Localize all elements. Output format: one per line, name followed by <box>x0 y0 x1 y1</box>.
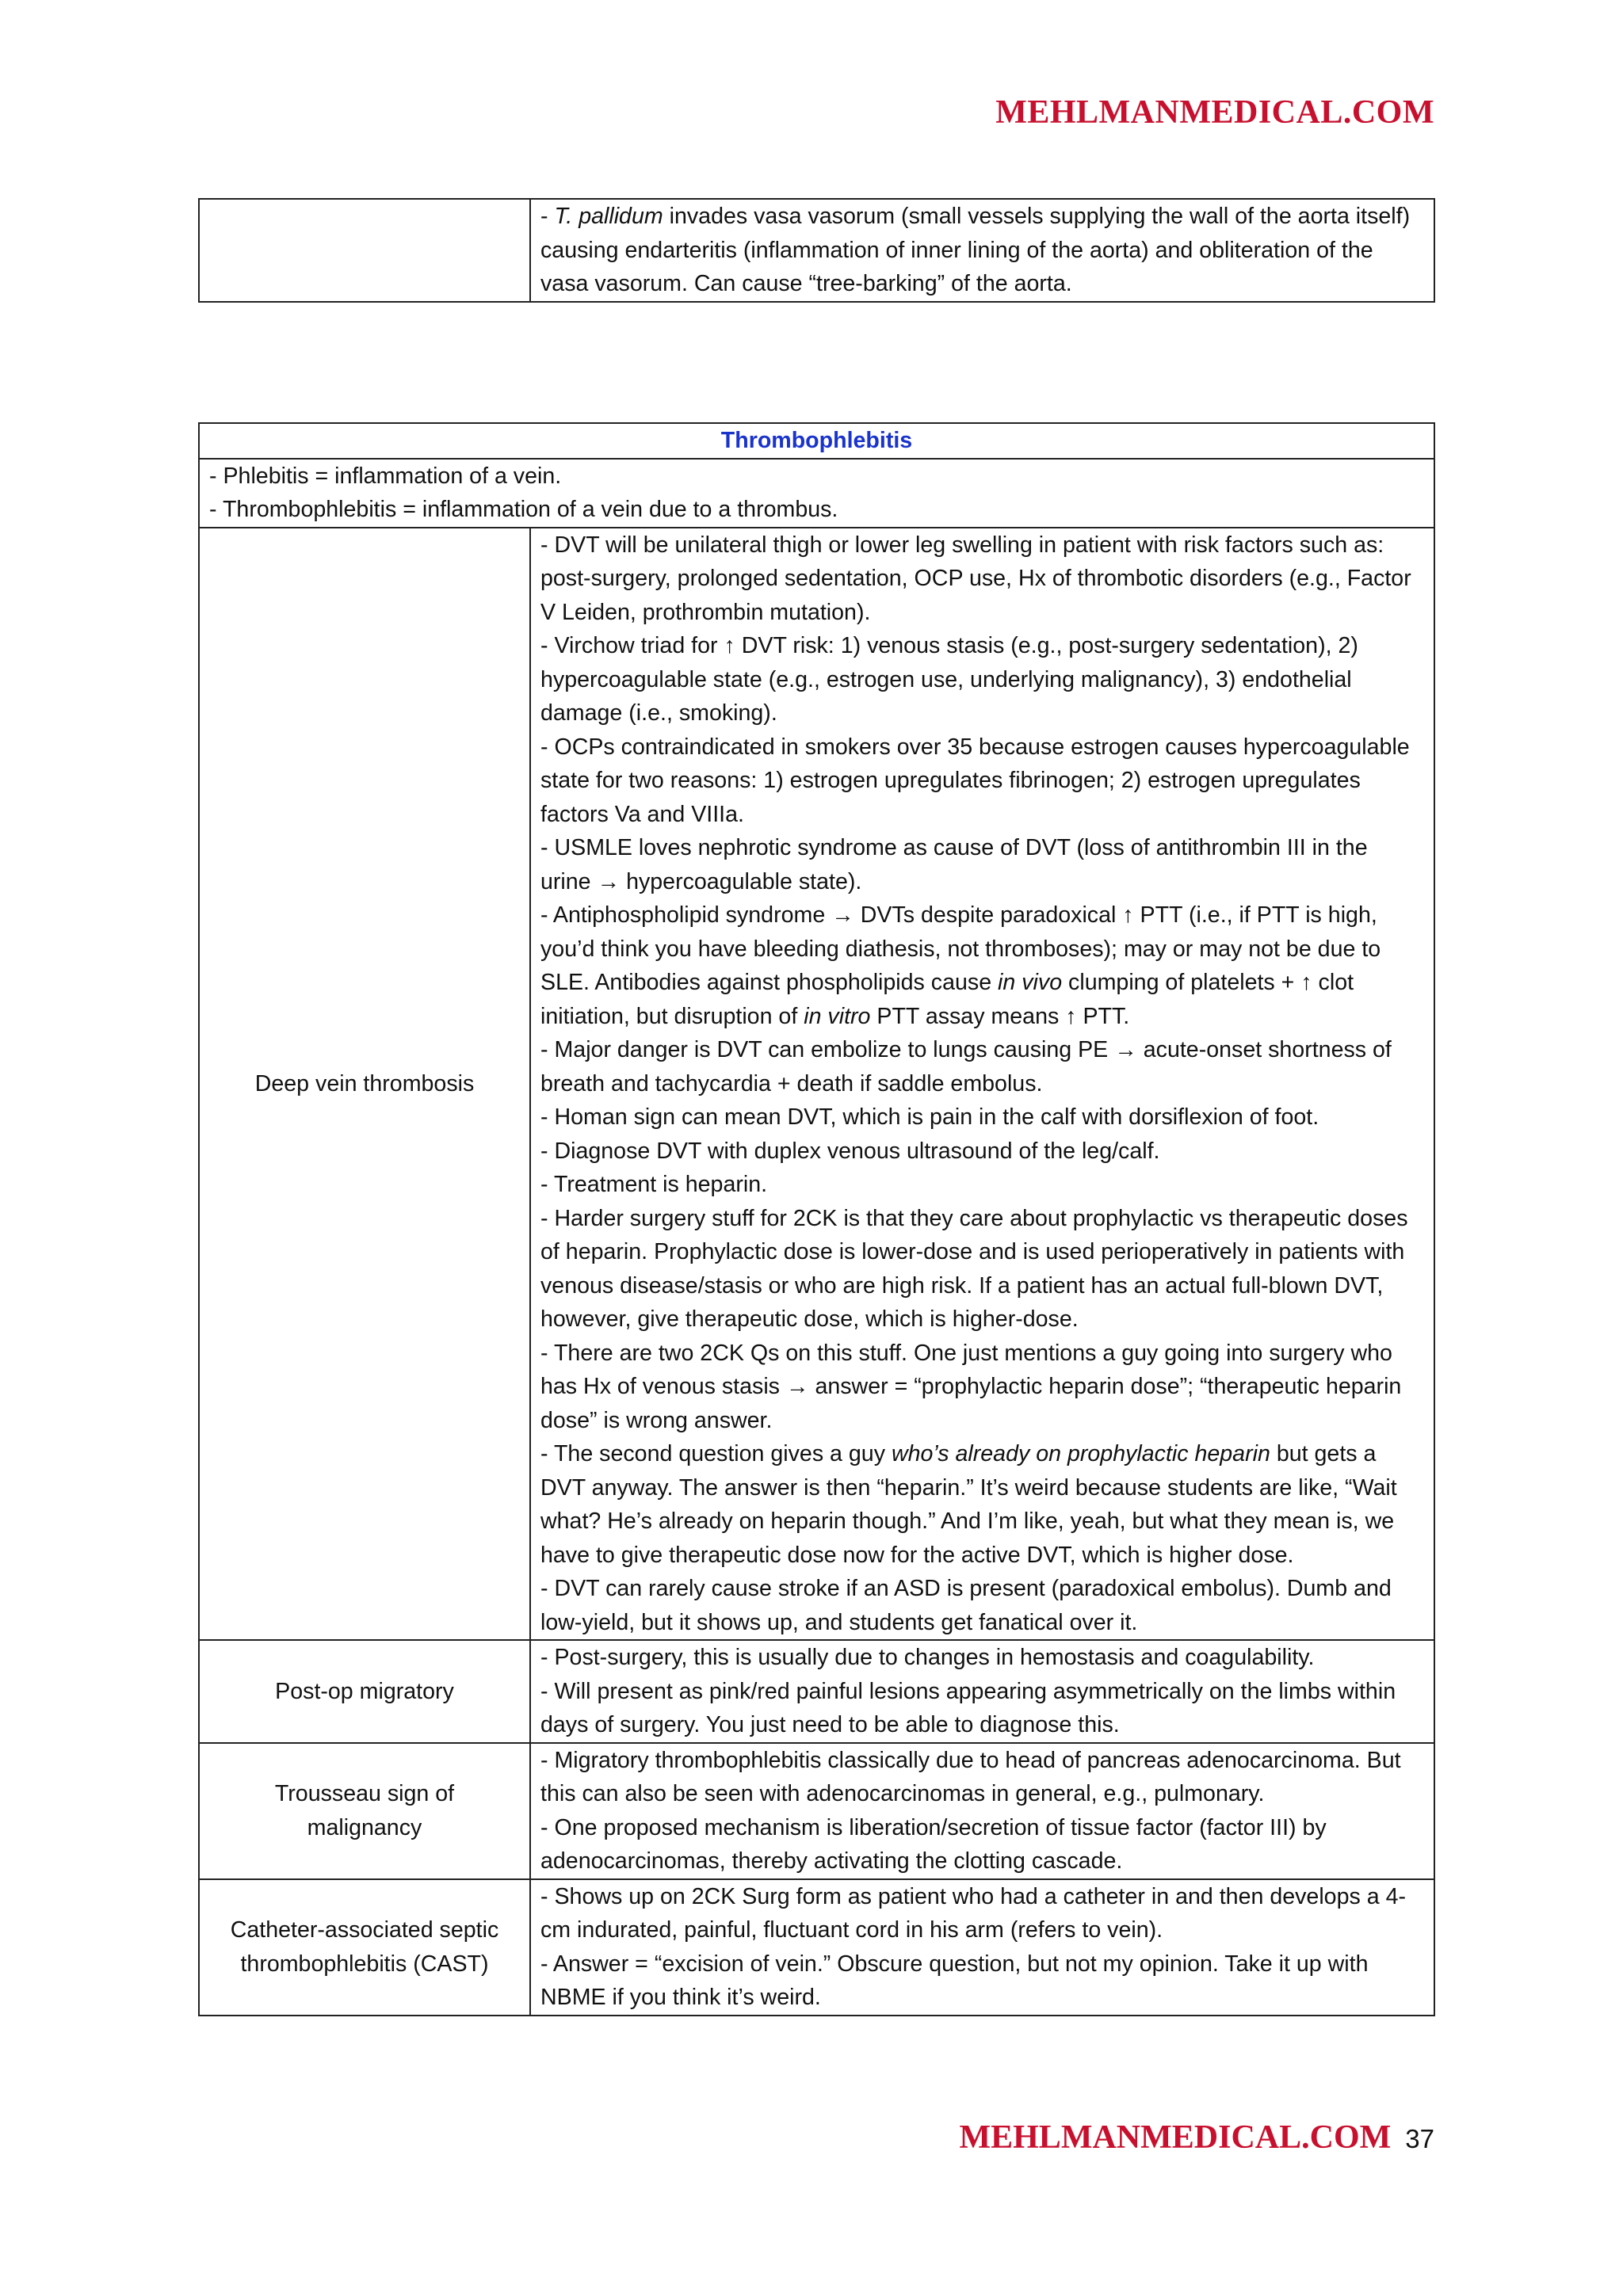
intro-row <box>199 459 1434 528</box>
text-segment: answer = “prophylactic heparin dose”; “therapeutic heparin dose” is wrong answer. <box>540 1374 1402 1433</box>
bullet <box>540 1437 1424 1572</box>
right-arrow-icon: → <box>831 902 854 928</box>
cast-label <box>199 1879 530 2016</box>
table-row <box>199 199 1434 302</box>
text-segment: hypercoagulable state). <box>620 868 862 894</box>
table-row <box>199 1879 1434 2016</box>
bullet: - Shows up on 2CK Surg form as patient who had a catheter in and then develops a 4-cm indurated, painful, fluctuant cord in his arm (refers to vein). <box>540 1883 1406 1943</box>
text-segment: clumping of platelets + <box>1062 970 1301 995</box>
intro-line: - Thrombophlebitis = inflammation of a vein due to a thrombus. <box>209 497 838 522</box>
text-italic: in vitro <box>804 1003 871 1029</box>
intro-cell <box>199 459 1434 528</box>
cast-text <box>530 1879 1434 2016</box>
text-segment: - Virchow triad for <box>540 633 724 658</box>
text-segment: clot initiation, but disruption of <box>540 970 1354 1029</box>
thrombophlebitis-table <box>198 422 1435 2016</box>
trousseau-text <box>530 1743 1434 1879</box>
text-segment: DVT risk: 1) venous stasis (e.g., post-surgery sedentation), 2) hypercoagulable state (e.g., estrogen use, underlying malignancy), 3) endothelial damage (i.e., smoking). <box>540 633 1358 726</box>
text-italic: who’s already on prophylactic heparin <box>891 1441 1270 1466</box>
up-arrow-icon: ↑ <box>724 633 735 658</box>
bullet: - Answer = “excision of vein.” Obscure question, but not my opinion. Take it up with NBME if you think it’s weird. <box>540 1951 1369 2010</box>
bullet: - DVT will be unilateral thigh or lower leg swelling in patient with risk factors such as: post-surgery, prolonged sedentation, OCP use, Hx of thrombotic disorders (e.g., Factor V Leiden, prothrombin mutation). <box>540 532 1411 625</box>
trousseau-label <box>199 1743 530 1879</box>
text-segment: - Major danger is DVT can embolize to lungs causing PE <box>540 1037 1115 1062</box>
row-label <box>199 199 530 302</box>
table-title: Thrombophlebitis <box>199 423 1434 459</box>
bullet: - Migratory thrombophlebitis classically due to head of pancreas adenocarcinoma. But this can also be seen with adenocarcinomas in general, e.g., pulmonary. <box>540 1747 1401 1806</box>
text-segment: - <box>540 204 555 229</box>
bullet: - Diagnose DVT with duplex venous ultrasound of the leg/calf. <box>540 1138 1160 1164</box>
table-row <box>199 1640 1434 1743</box>
postop-text <box>530 1640 1434 1743</box>
right-arrow-icon: → <box>1114 1037 1137 1062</box>
bullet <box>540 831 1424 898</box>
text-segment: - There are two 2CK Qs on this stuff. One just mentions a guy going into surgery who has Hx of venous stasis <box>540 1340 1392 1399</box>
footer-brand: MEHLMANMEDICAL.COM <box>959 2119 1392 2156</box>
up-arrow-icon: ↑ <box>1300 970 1312 995</box>
bullet: - Homan sign can mean DVT, which is pain in the calf with dorsiflexion of foot. <box>540 1104 1319 1130</box>
text-segment: acute-onset shortness of breath and tachycardia + death if saddle embolus. <box>540 1037 1392 1097</box>
table-title-row <box>199 423 1434 459</box>
text-segment: PTT. <box>1076 1003 1130 1029</box>
label-text: Catheter-associated septic thrombophlebitis (CAST) <box>230 1917 499 1977</box>
bullet <box>540 898 1424 1033</box>
up-arrow-icon: ↑ <box>1122 902 1134 928</box>
text-segment: invades vasa vasorum (small vessels supplying the wall of the aorta itself) causing endarteritis (inflammation of inner lining of the aorta) and obliteration of the vasa vasorum. Can cause “tree-barking” of the aorta. <box>540 204 1411 296</box>
bullet <box>540 1033 1424 1100</box>
up-arrow-icon: ↑ <box>1065 1003 1077 1029</box>
header-brand: MEHLMANMEDICAL.COM <box>995 94 1434 131</box>
intro-line: - Phlebitis = inflammation of a vein. <box>209 463 562 489</box>
right-arrow-icon: → <box>597 868 621 894</box>
dvt-label: Deep vein thrombosis <box>199 528 530 1641</box>
table-row <box>199 1743 1434 1879</box>
bullet: - One proposed mechanism is liberation/secretion of tissue factor (factor III) by adenocarcinomas, thereby activating the clotting cascade. <box>540 1814 1327 1874</box>
text-segment: - USMLE loves nephrotic syndrome as cause of DVT (loss of antithrombin III in the urine <box>540 835 1368 894</box>
vasa-vasorum-table <box>198 198 1435 303</box>
text-segment: DVTs despite paradoxical <box>854 902 1123 928</box>
bullet: - OCPs contraindicated in smokers over 35 because estrogen causes hypercoagulable state for two reasons: 1) estrogen upregulates fibrinogen; 2) estrogen upregulates factors Va and VIIIa. <box>540 734 1410 827</box>
bullet: - Treatment is heparin. <box>540 1172 768 1197</box>
text-segment: - Antiphospholipid syndrome <box>540 902 832 928</box>
bullet: - Harder surgery stuff for 2CK is that they care about prophylactic vs therapeutic doses of heparin. Prophylactic dose is lower-dose and is used perioperatively in patients with venous disease/stasis or who are high risk. If a patient has an actual full-blown DVT, however, give therapeutic dose, which is higher-dose. <box>540 1205 1408 1332</box>
text-segment: but gets a DVT anyway. The answer is then “heparin.” It’s weird because students are like, “Wait what? He’s already on heparin though.” And I’m like, yeah, but what they mean is, we have to give therapeutic dose now for the active DVT, which is higher dose. <box>540 1441 1397 1568</box>
bullet: - Post-surgery, this is usually due to changes in hemostasis and coagulability. <box>540 1645 1315 1670</box>
text-segment: PTT (i.e., if PTT is high, you’d think you have bleeding diathesis, not thromboses); may or may not be due to SLE. Antibodies against phospholipids cause <box>540 902 1381 995</box>
text-segment: PTT assay means <box>870 1003 1066 1029</box>
page-number: 37 <box>1405 2124 1434 2153</box>
table-row <box>199 528 1434 1641</box>
bullet <box>540 629 1424 730</box>
text-segment: - The second question gives a guy <box>540 1441 892 1466</box>
right-arrow-icon: → <box>785 1374 809 1399</box>
text-italic: in vivo <box>998 970 1063 995</box>
postop-label: Post-op migratory <box>199 1640 530 1743</box>
footer <box>959 2119 1434 2157</box>
bullet <box>540 1337 1424 1438</box>
bullet: - Will present as pink/red painful lesions appearing asymmetrically on the limbs within days of surgery. You just need to be able to diagnose this. <box>540 1678 1396 1737</box>
text-italic: T. pallidum <box>554 204 663 229</box>
label-text: Trousseau sign of malignancy <box>274 1781 455 1840</box>
row-text <box>530 199 1434 302</box>
dvt-text <box>530 528 1434 1641</box>
bullet: - DVT can rarely cause stroke if an ASD is present (paradoxical embolus). Dumb and low-yield, but it shows up, and students get fanatical over it. <box>540 1576 1392 1635</box>
